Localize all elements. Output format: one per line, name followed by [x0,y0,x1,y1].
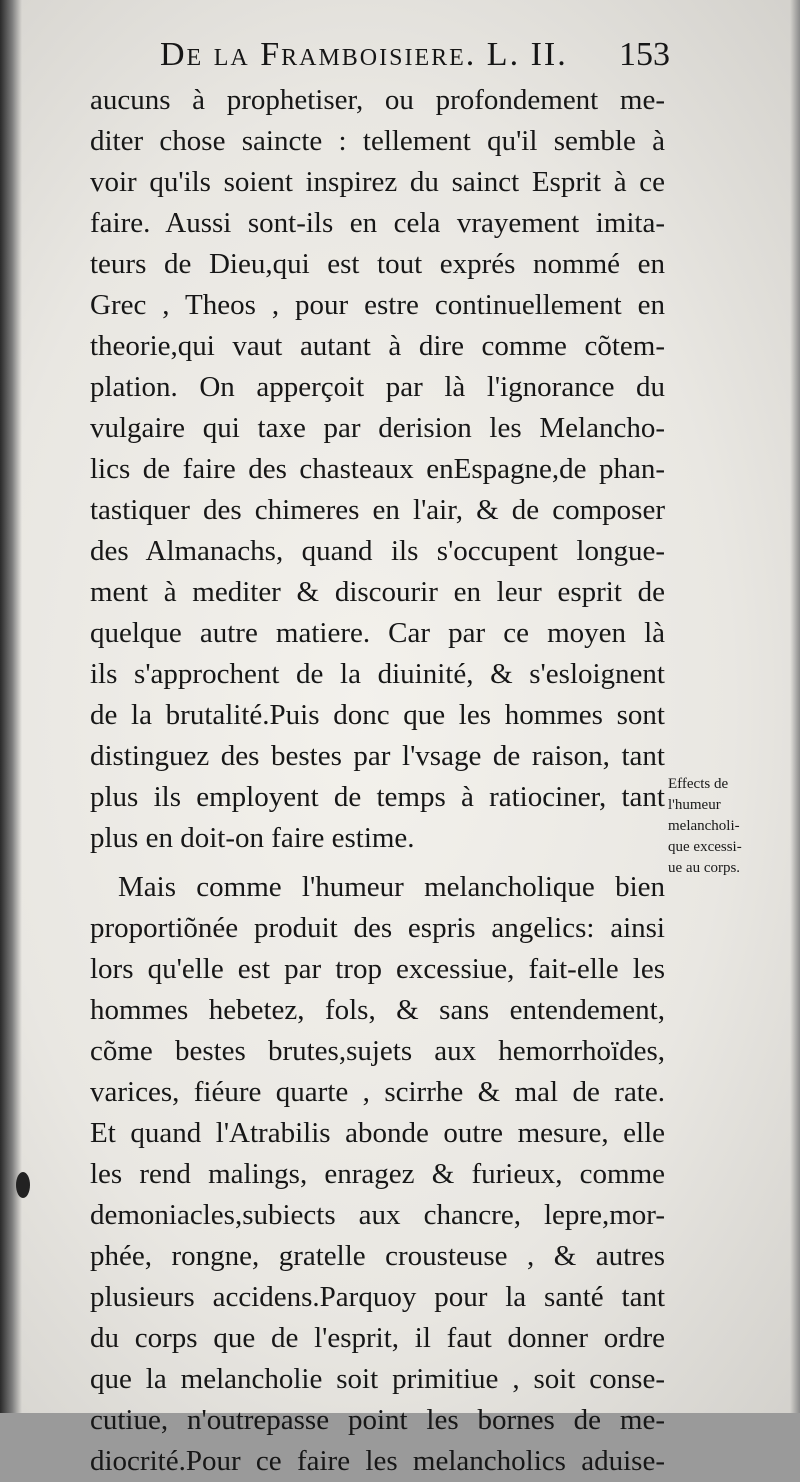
text-line: ment à mediter & discourir en leur esprit de [90,576,665,608]
text-line: distinguez des bestes par l'vsage de raison, tant [90,740,665,772]
text-line: plusieurs accidens.Parquoy pour la santé tant [90,1281,665,1313]
margin-note-line: Effects de [668,776,729,792]
text-line: tastiquer des chimeres en l'air, & de composer [90,494,665,526]
text-line: diter chose saincte : tellement qu'il semble à [90,125,665,157]
page-number: 153 [619,36,670,73]
text-line: proportiõnée produit des espris angelics: ainsi [90,912,665,944]
text-line: hommes hebetez, fols, & sans entendement, [90,994,665,1026]
text-line: phée, rongne, gratelle crousteuse , & autres [90,1240,665,1272]
running-title: De la Framboisiere. L. II. [160,36,568,73]
margin-note-line: que excessi- [668,839,742,855]
text-line: plation. On apperçoit par là l'ignorance du [90,371,665,403]
text-line: diocrité.Pour ce faire les melancholics aduise- [90,1445,665,1477]
body-text [90,80,665,1482]
margin-note-line: ue au corps. [668,860,741,876]
marginal-note [668,774,788,879]
text-line: faire. Aussi sont-ils en cela vrayement imita- [90,207,665,239]
text-line: vulgaire qui taxe par derision les Melancho- [90,412,665,444]
text-line: que la melancholie soit primitiue , soit conse- [90,1363,665,1395]
text-line: Grec , Theos , pour estre continuellement en [90,289,665,321]
page-left-shadow [0,0,22,1413]
running-header [160,36,670,80]
margin-note-line: melancholi- [668,818,740,834]
text-line: lors qu'elle est par trop excessiue, fait-elle les [90,953,665,985]
text-line: de la brutalité.Puis donc que les hommes sont [90,699,665,731]
margin-note-line: l'humeur [668,797,721,813]
text-line: demoniacles,subiects aux chancre, lepre,mor- [90,1199,665,1231]
text-line: les rend malings, enragez & furieux, comme [90,1158,665,1190]
text-line: teurs de Dieu,qui est tout exprés nommé en [90,248,665,280]
paragraph-1 [90,80,665,859]
text-line: quelque autre matiere. Car par ce moyen là [90,617,665,649]
page-right-edge [790,0,800,1413]
text-line: theorie,qui vaut autant à dire comme cõtem- [90,330,665,362]
text-line: des Almanachs, quand ils s'occupent longue- [90,535,665,567]
text-line: voir qu'ils soient inspirez du sainct Esprit à ce [90,166,665,198]
text-line: lics de faire des chasteaux enEspagne,de phan- [90,453,665,485]
text-line: Mais comme l'humeur melancholique bien [118,871,665,903]
text-line: cõme bestes brutes,sujets aux hemorrhoïdes, [90,1035,665,1067]
paragraph-2 [90,867,665,1482]
ink-spot [16,1172,30,1198]
text-line: plus ils employent de temps à ratiociner, tant [90,781,665,813]
text-line: ils s'approchent de la diuinité, & s'esloignent [90,658,665,690]
text-line: cutiue, n'outrepasse point les bornes de me- [90,1404,665,1436]
text-line: aucuns à prophetiser, ou profondement me- [90,84,665,116]
text-line: du corps que de l'esprit, il faut donner ordre [90,1322,665,1354]
text-line: Et quand l'Atrabilis abonde outre mesure, elle [90,1117,665,1149]
text-line: plus en doit-on faire estime. [90,822,415,854]
text-line: varices, fiéure quarte , scirrhe & mal de rate. [90,1076,665,1108]
